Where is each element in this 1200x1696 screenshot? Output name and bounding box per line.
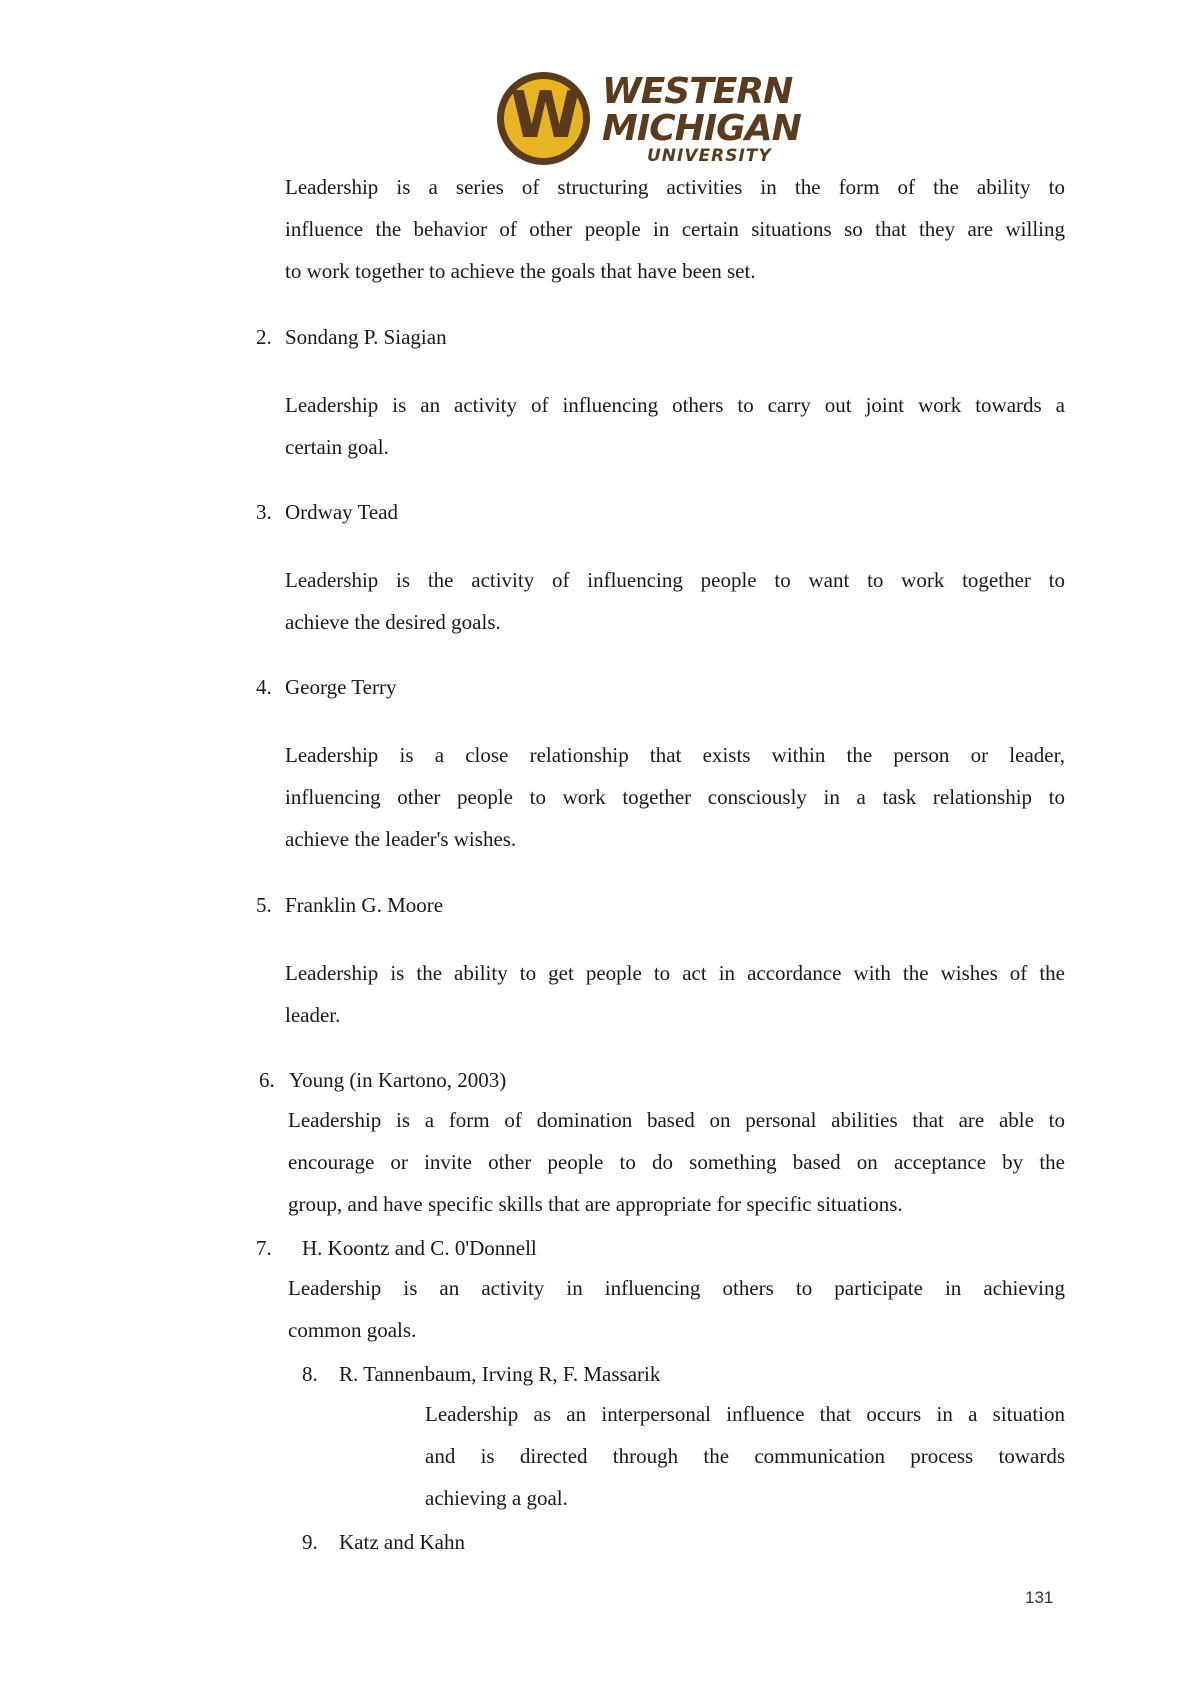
logo-word-university: UNIVERSITY xyxy=(647,146,772,166)
logo-emblem xyxy=(497,72,590,165)
paragraph-line: Leadership is a series of structuring activities in the form of the ability to xyxy=(285,175,1065,199)
logo-word-western: WESTERN xyxy=(602,71,793,112)
item-paragraph xyxy=(425,1393,1065,1519)
item-number: 8. xyxy=(302,1362,318,1386)
paragraph-line: Leadership as an interpersonal influence that occurs in a situation xyxy=(425,1402,1065,1426)
paragraph-line: achieving a goal. xyxy=(425,1486,568,1510)
intro-paragraph xyxy=(285,166,1065,292)
item-number: 4. xyxy=(256,675,272,699)
paragraph-line: Leadership is an activity of influencing others to carry out joint work towards a xyxy=(285,393,1065,417)
item-heading: Franklin G. Moore xyxy=(285,893,444,917)
page-number: 131 xyxy=(1025,1588,1054,1607)
item-paragraph xyxy=(285,384,1065,468)
item-paragraph xyxy=(288,1267,1065,1351)
item-number: 2. xyxy=(256,325,272,349)
paragraph-line: group, and have specific skills that are appropriate for specific situations. xyxy=(288,1192,903,1216)
item-heading: H. Koontz and C. 0'Donnell xyxy=(302,1236,537,1260)
paragraph-line: Leadership is a close relationship that exists within the person or leader, xyxy=(285,743,1065,767)
item-heading: Young (in Kartono, 2003) xyxy=(289,1068,507,1092)
logo-w-letter: W xyxy=(510,79,577,153)
paragraph-line: Leadership is the activity of influencing people to want to work together to xyxy=(285,568,1065,592)
paragraph-line: achieve the leader's wishes. xyxy=(285,827,517,851)
item-number: 9. xyxy=(302,1530,318,1554)
item-heading: Sondang P. Siagian xyxy=(285,325,447,349)
paragraph-line: influencing other people to work together consciously in a task relationship to xyxy=(285,785,1065,809)
item-number: 6. xyxy=(259,1068,275,1092)
item-heading: Ordway Tead xyxy=(285,500,399,524)
item-paragraph xyxy=(285,952,1065,1036)
paragraph-line: Leadership is the ability to get people to act in accordance with the wishes of the xyxy=(285,961,1065,985)
item-number: 3. xyxy=(256,500,272,524)
item-heading: Katz and Kahn xyxy=(339,1530,465,1554)
paragraph-line: influence the behavior of other people in certain situations so that they are willing xyxy=(285,217,1065,241)
university-logo xyxy=(497,71,807,166)
paragraph-line: and is directed through the communication process towards xyxy=(425,1444,1065,1468)
paragraph-line: leader. xyxy=(285,1003,341,1027)
paragraph-line: certain goal. xyxy=(285,435,389,459)
paragraph-line: encourage or invite other people to do something based on acceptance by the xyxy=(288,1150,1065,1174)
paragraph-line: Leadership is an activity in influencing others to participate in achieving xyxy=(288,1276,1065,1300)
item-heading: R. Tannenbaum, Irving R, F. Massarik xyxy=(339,1362,661,1386)
item-paragraph xyxy=(288,1099,1065,1225)
item-paragraph xyxy=(285,559,1065,643)
paragraph-line: Leadership is a form of domination based on personal abilities that are able to xyxy=(288,1108,1065,1132)
item-number: 5. xyxy=(256,893,272,917)
item-paragraph xyxy=(285,734,1065,860)
logo-word-michigan: MICHIGAN xyxy=(602,108,801,149)
item-number: 7. xyxy=(256,1236,272,1260)
paragraph-line: achieve the desired goals. xyxy=(285,610,501,634)
paragraph-line: to work together to achieve the goals that have been set. xyxy=(285,259,756,283)
item-heading: George Terry xyxy=(285,675,397,699)
paragraph-line: common goals. xyxy=(288,1318,417,1342)
